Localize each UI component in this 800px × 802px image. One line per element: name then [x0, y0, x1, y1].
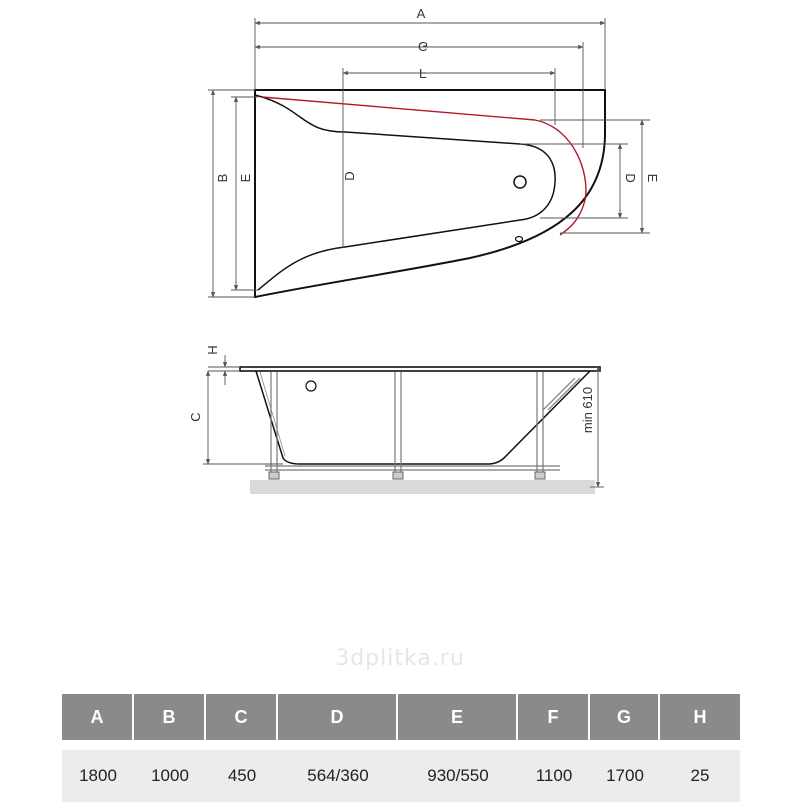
table-value-cell: 1700 [606, 766, 644, 785]
table-values-row [62, 750, 740, 802]
table-header-cell: G [590, 694, 660, 740]
watermark-text: 3dplitka.ru [335, 646, 465, 671]
table-value-cell: 25 [690, 766, 710, 785]
dim-label-e-left: E [238, 173, 253, 183]
side-view-dimensions [203, 355, 604, 487]
table-value-cell: 1800 [79, 766, 117, 785]
side-overflow-circle [306, 381, 316, 391]
table-value-cell: 564/360 [307, 766, 369, 785]
dimensions-table [62, 694, 740, 802]
table-header-cell: H [693, 706, 707, 727]
tub-inner [260, 372, 285, 456]
table-header-cell: C [206, 694, 278, 740]
dim-label-b: B [215, 173, 230, 183]
dim-label-f: F [419, 66, 427, 81]
table-header-cell: B [134, 694, 206, 740]
side-view-labels [188, 345, 595, 433]
dim-label-g: G [417, 39, 429, 54]
table-value-cell: 1100 [535, 766, 573, 785]
floor-shadow [250, 480, 595, 494]
table-header-cell: A [62, 694, 134, 740]
table-header-row [62, 694, 740, 740]
table-value-cell: 930/550 [427, 766, 489, 785]
dim-label-a: A [416, 6, 426, 21]
frame [265, 372, 580, 472]
top-view [255, 90, 605, 297]
dim-label-d-right: D [623, 173, 638, 183]
table-header-cell: D [278, 694, 398, 740]
tub-rim [240, 367, 600, 371]
dim-label-min-height: min 610 [580, 386, 595, 434]
table-header-cell: E [398, 694, 518, 740]
side-view [240, 367, 600, 494]
dim-label-d-inner: D [342, 171, 357, 181]
dim-label-h: H [205, 345, 220, 355]
frame-legs [269, 472, 545, 479]
table-value-cell: 1000 [151, 766, 189, 785]
table-header-cell: F [518, 694, 590, 740]
table-value-cell: 450 [227, 766, 257, 785]
dim-label-e-right: E [645, 173, 660, 183]
dim-label-c: C [188, 412, 203, 422]
